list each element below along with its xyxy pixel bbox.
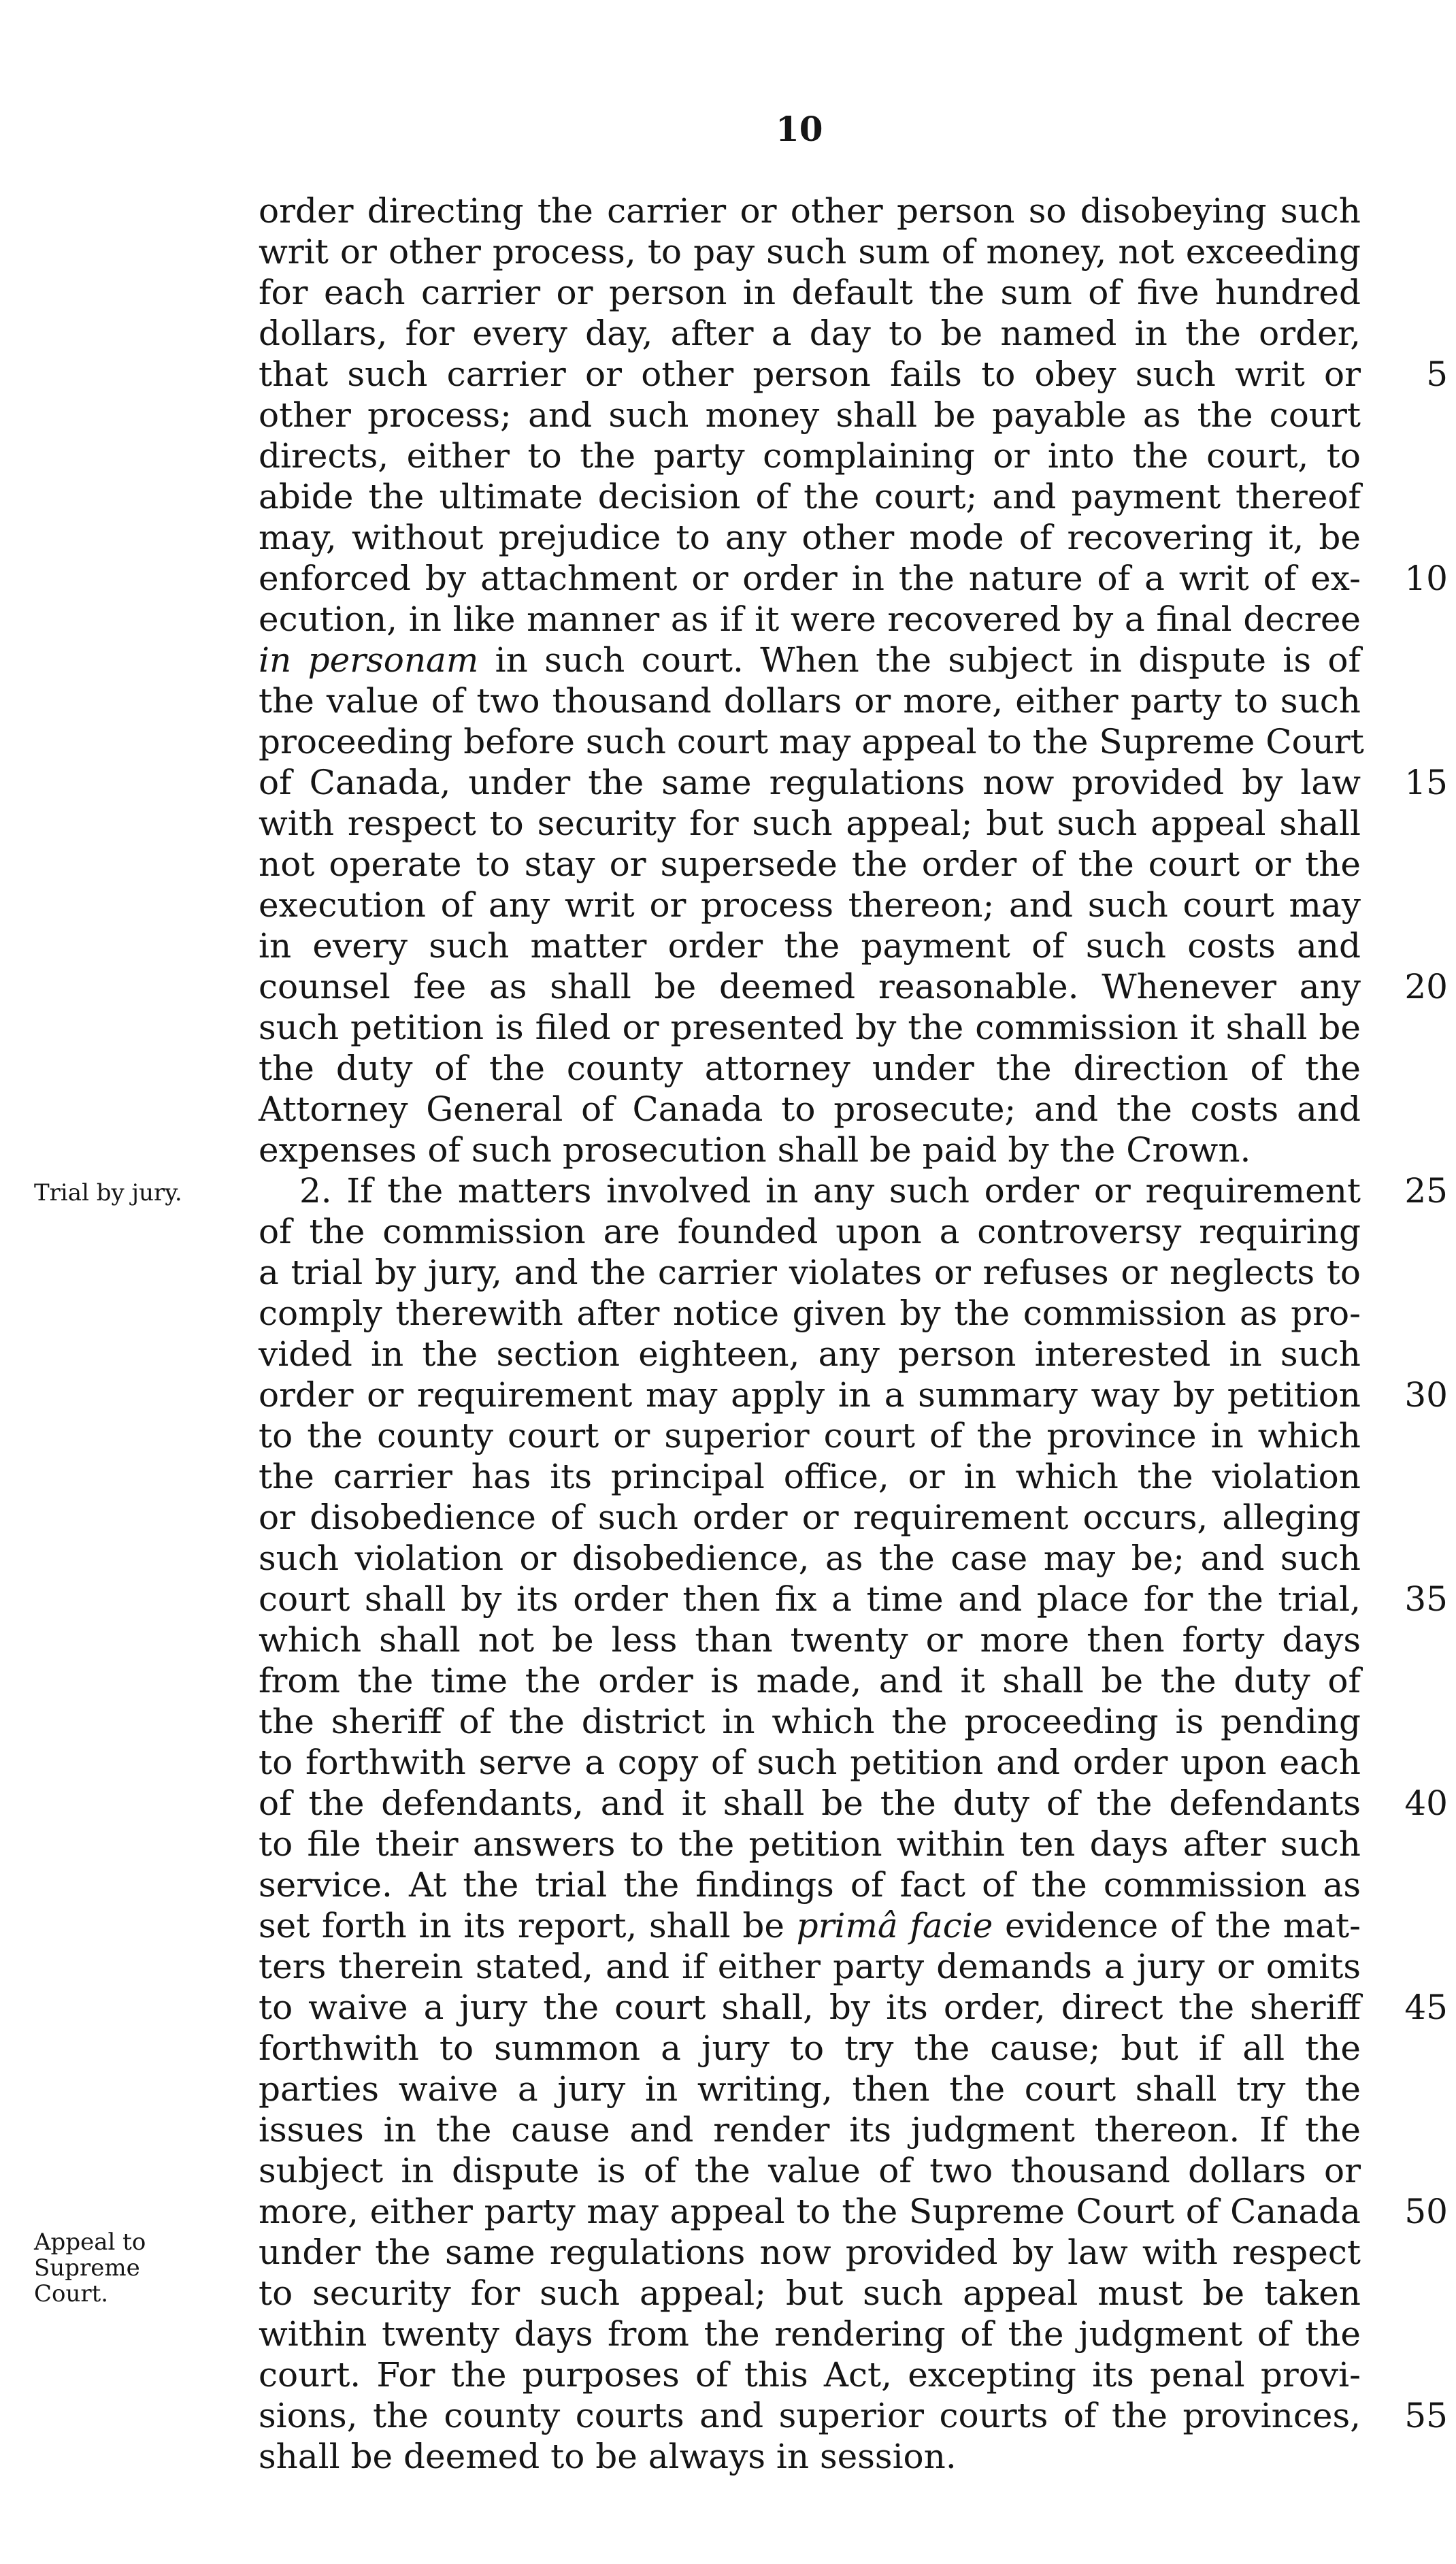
text-line: order directing the carrier or other person so disobeying such: [259, 191, 1361, 231]
text-line: shall be deemed to be always in session.: [259, 2437, 957, 2476]
text-line: to waive a jury the court shall, by its order, direct the sheriff: [259, 1988, 1361, 2027]
text-line: writ or other process, to pay such sum of money, not exceeding: [259, 232, 1361, 272]
text-line: from the time the order is made, and it shall be the duty of: [259, 1661, 1361, 1700]
text-line: with respect to security for such appeal; but such appeal shall: [259, 804, 1361, 843]
line-number: 25: [1404, 1171, 1448, 1211]
text-line: in every such matter order the payment of such costs and: [259, 926, 1361, 966]
margin-note-appeal-line: Court.: [34, 2280, 109, 2307]
text-line: vided in the section eighteen, any person interested in such: [259, 1334, 1361, 1374]
text-line: parties waive a jury in writing, then the court shall try the: [259, 2069, 1361, 2109]
line-number: 10: [1404, 559, 1448, 598]
text-line: that such carrier or other person fails to obey such writ or: [259, 355, 1361, 394]
text-line: dollars, for every day, after a day to be named in the order,: [259, 314, 1361, 353]
text-line: to security for such appeal; but such appeal must be taken: [259, 2273, 1361, 2313]
text-line: or disobedience of such order or requirement occurs, alleging: [259, 1498, 1361, 1537]
text-line: forthwith to summon a jury to try the cause; but if all the: [259, 2028, 1361, 2068]
text-line: within twenty days from the rendering of the judgment of the: [259, 2314, 1361, 2354]
text-line: 2. If the matters involved in any such order or requirement: [299, 1171, 1361, 1211]
text-line: under the same regulations now provided by law with respect: [259, 2233, 1361, 2272]
text-line: court. For the purposes of this Act, excepting its penal provi-: [259, 2355, 1361, 2395]
line-number: 30: [1404, 1375, 1448, 1415]
text-line: more, either party may appeal to the Supreme Court of Canada: [259, 2192, 1361, 2231]
text-line: directs, either to the party complaining or into the court, to: [259, 436, 1361, 476]
text-line: service. At the trial the findings of fact of the commission as: [259, 1865, 1361, 1905]
margin-note-appeal-line: Supreme: [34, 2254, 140, 2282]
text-line: of Canada, under the same regulations now provided by law: [259, 763, 1361, 802]
text-line: in personam in such court. When the subject in dispute is of: [259, 640, 1361, 680]
text-line: enforced by attachment or order in the nature of a writ of ex-: [259, 559, 1361, 598]
page-number: 10: [776, 109, 823, 149]
text-line: a trial by jury, and the carrier violates or refuses or neglects to: [259, 1253, 1361, 1292]
text-line: set forth in its report, shall be primâ facie evidence of the mat-: [259, 1906, 1361, 1945]
line-number: 40: [1404, 1784, 1448, 1823]
line-number: 35: [1404, 1579, 1448, 1619]
text-line: other process; and such money shall be payable as the court: [259, 395, 1361, 435]
text-line: the sheriff of the district in which the proceeding is pending: [259, 1702, 1361, 1741]
margin-note-appeal: [34, 2229, 146, 2307]
text-line: to the county court or superior court of the province in which: [259, 1416, 1361, 1456]
text-line: the value of two thousand dollars or more, either party to such: [259, 681, 1361, 721]
text-line: abide the ultimate decision of the court; and payment thereof: [259, 477, 1361, 516]
margin-note-trial-by-jury: Trial by jury.: [34, 1179, 182, 1206]
line-number: 55: [1404, 2396, 1448, 2435]
text-line: of the defendants, and it shall be the duty of the defendants: [259, 1784, 1361, 1823]
line-number: 45: [1404, 1988, 1448, 2027]
text-line: which shall not be less than twenty or more then forty days: [259, 1620, 1361, 1660]
text-line: expenses of such prosecution shall be paid by the Crown.: [259, 1130, 1251, 1170]
text-line: not operate to stay or supersede the order of the court or the: [259, 844, 1361, 884]
line-number: 50: [1404, 2192, 1448, 2231]
text-line: to file their answers to the petition within ten days after such: [259, 1824, 1361, 1864]
text-line: counsel fee as shall be deemed reasonable. Whenever any: [259, 967, 1361, 1006]
text-line: to forthwith serve a copy of such petition and order upon each: [259, 1743, 1361, 1782]
line-number: 15: [1404, 763, 1448, 802]
text-line: proceeding before such court may appeal to the Supreme Court: [259, 722, 1364, 761]
text-line: execution of any writ or process thereon; and such court may: [259, 885, 1361, 925]
line-number: 20: [1404, 967, 1448, 1006]
text-line: court shall by its order then fix a time and place for the trial,: [259, 1579, 1361, 1619]
text-line: the duty of the county attorney under the direction of the: [259, 1049, 1361, 1088]
text-line: ters therein stated, and if either party demands a jury or omits: [259, 1947, 1361, 1986]
text-line: issues in the cause and render its judgment thereon. If the: [259, 2110, 1361, 2150]
text-line: the carrier has its principal office, or in which the violation: [259, 1457, 1361, 1496]
margin-note-appeal-line: Appeal to: [34, 2229, 146, 2256]
text-line: such violation or disobedience, as the case may be; and such: [259, 1539, 1361, 1578]
text-line: Attorney General of Canada to prosecute; and the costs and: [259, 1089, 1361, 1129]
text-line: sions, the county courts and superior courts of the provinces,: [259, 2396, 1361, 2435]
text-line: subject in dispute is of the value of two thousand dollars or: [259, 2151, 1361, 2190]
text-line: order or requirement may apply in a summary way by petition: [259, 1375, 1361, 1415]
line-number: 5: [1426, 355, 1448, 394]
text-line: for each carrier or person in default the sum of five hundred: [259, 273, 1361, 312]
text-line: such petition is filed or presented by the commission it shall be: [259, 1008, 1361, 1047]
text-line: of the commission are founded upon a controversy requiring: [259, 1212, 1361, 1251]
text-line: ecution, in like manner as if it were recovered by a final decree: [259, 599, 1361, 639]
text-line: comply therewith after notice given by the commission as pro-: [259, 1294, 1361, 1333]
text-line: may, without prejudice to any other mode of recovering it, be: [259, 518, 1361, 557]
